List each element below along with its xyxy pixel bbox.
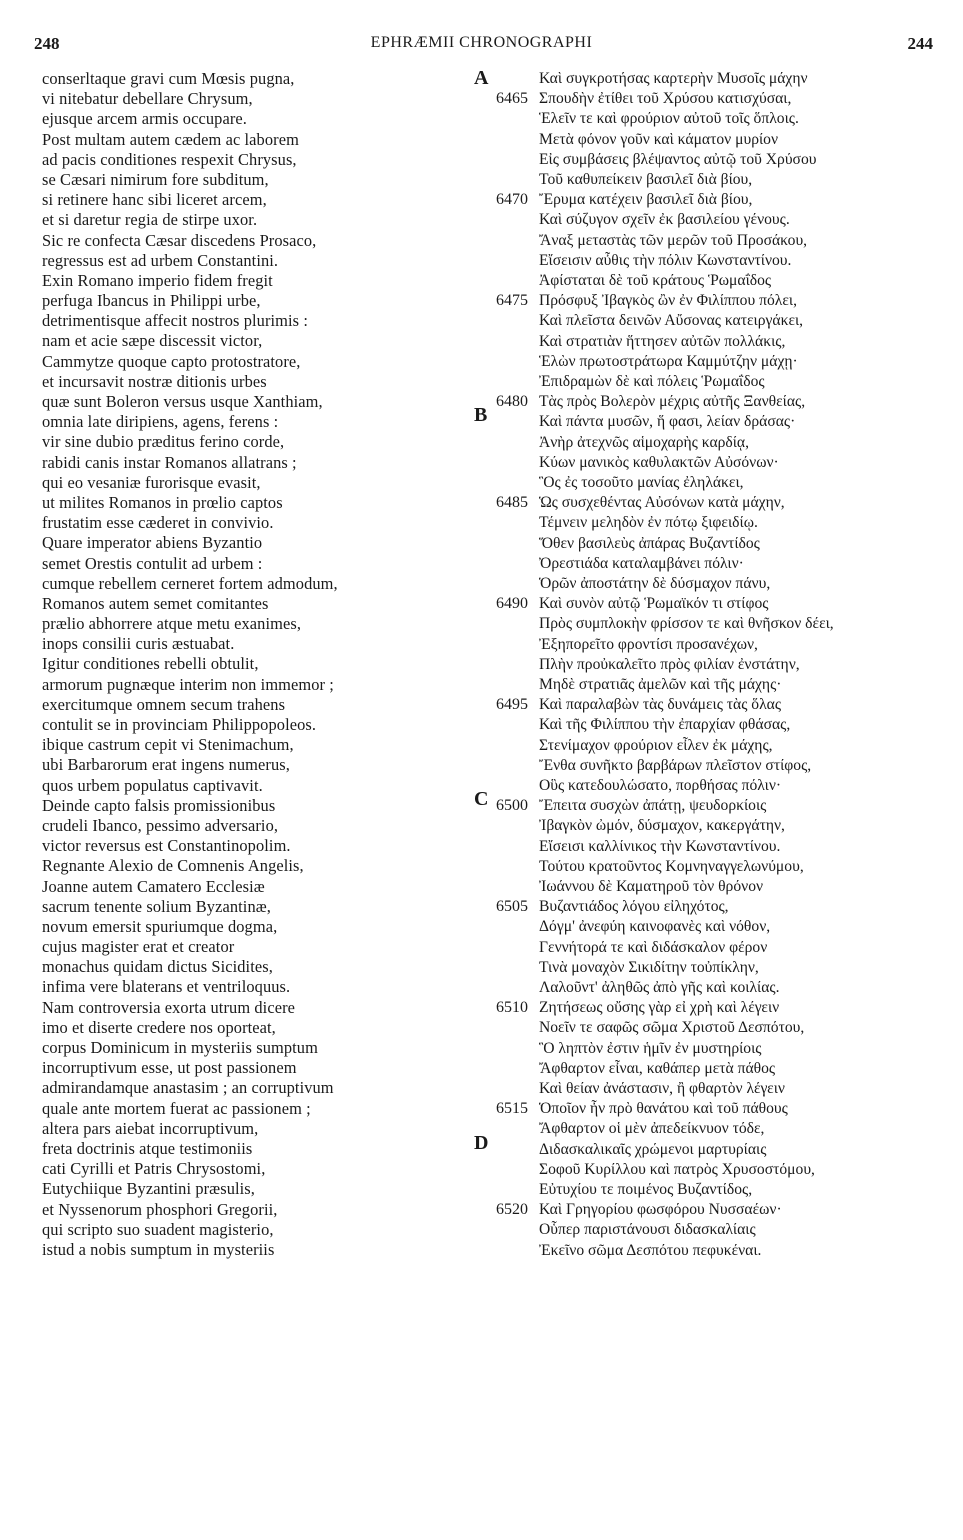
- greek-verse-line: [0, 210, 963, 230]
- latin-line: crudeli Ibanco, pessimo adversario,: [42, 815, 279, 835]
- greek-verse-text: Σπουδὴν ἐτίθει τοῦ Χρύσου κατισχύσαι,: [539, 90, 792, 108]
- latin-line: inops consilii curis æstuabat.: [42, 634, 235, 654]
- greek-verse-line: [0, 109, 963, 129]
- section-marker: D: [474, 1131, 489, 1154]
- greek-verse-text: Βυζαντιάδος λόγου εἰληχότος,: [539, 898, 729, 916]
- greek-verse-line: [0, 574, 963, 594]
- verse-number: 6510: [496, 999, 528, 1017]
- greek-verse-text: Ὀρεστιάδα καταλαμβάνει πόλιν·: [539, 554, 744, 572]
- latin-line: altera pars aiebat incorruptivum,: [42, 1118, 259, 1138]
- greek-verse-text: Καὶ πλεῖστα δεινῶν Αὔσονας κατειργάκει,: [539, 312, 804, 330]
- greek-verse-line: [0, 433, 963, 453]
- greek-verse-text: Ὁποῖον ἦν πρὸ θανάτου καὶ τοῦ πάθους: [539, 1100, 788, 1118]
- greek-verse-line: [0, 897, 963, 917]
- greek-verse-text: Ἐκεῖνο σῶμα Δεσπότου πεφυκέναι.: [539, 1241, 762, 1259]
- latin-line: incorruptivum esse, ut post passionem: [42, 1058, 297, 1078]
- greek-verse-text: Καὶ τῆς Φιλίππου τὴν ἐπαρχίαν φθάσας,: [539, 716, 791, 734]
- greek-verse-text: Πρὸς συμπλοκὴν φρίσσον τε καὶ θνῆσκον δέει,: [539, 615, 834, 633]
- greek-verse-text: Καὶ παραλαβὼν τὰς δυνάμεις τὰς ὅλας: [539, 696, 782, 714]
- latin-line: ad pacis conditiones respexit Chrysus,: [42, 149, 297, 169]
- greek-verse-text: Καὶ στρατιὰν ἥττησεν αὐτῶν πολλάκις,: [539, 332, 786, 350]
- greek-verse-text: Εἴσεισιν αὖθις τὴν πόλιν Κωνσταντίνου.: [539, 251, 792, 269]
- greek-verse-text: Κύων μανικὸς καθυλακτῶν Αὐσόνων·: [539, 453, 779, 471]
- latin-line: vir sine dubio præditus ferino corde,: [42, 432, 285, 452]
- greek-verse-text: Τούτου κρατοῦντος Κομνηναγγελωνύμου,: [539, 857, 804, 875]
- greek-verse-text: Οὓς κατεδουλώσατο, πορθήσας πόλιν·: [539, 777, 782, 794]
- greek-verse-text: Πλὴν προὐκαλεῖτο πρὸς φιλίαν ἐνστάτην,: [539, 655, 800, 673]
- latin-line: cumque rebellem cerneret fortem admodum,: [42, 573, 338, 593]
- greek-verse-line: [0, 736, 963, 756]
- greek-verse-line: [0, 978, 963, 998]
- verse-number: 6500: [496, 797, 528, 815]
- latin-line: perfuga Ibancus in Philippi urbe,: [42, 291, 261, 311]
- greek-verse-line: [0, 1160, 963, 1180]
- greek-verse-line: [0, 594, 963, 614]
- verse-number: 6475: [496, 292, 528, 310]
- greek-verse-text: Νοεῖν τε σαφῶς σῶμα Χριστοῦ Δεσπότου,: [539, 1019, 805, 1037]
- latin-line: ubi Barbarorum erat ingens numerus,: [42, 755, 290, 775]
- latin-line: vi nitebatur debellare Chrysum,: [42, 89, 253, 109]
- page-number-right: 244: [907, 34, 933, 53]
- latin-line: corpus Dominicum in mysteriis sumptum: [42, 1038, 318, 1057]
- latin-line: detrimentisque affecit nostros plurimis :: [42, 311, 308, 331]
- latin-line: Sic re confecta Cæsar discedens Prosaco,: [42, 230, 317, 250]
- greek-verse-text: Ἐπιδραμὼν δὲ καὶ πόλεις Ῥωμαΐδος: [539, 373, 765, 390]
- greek-verse-text: Τέμνειν μεληδὸν ἐν πότῳ ξιφειδίῳ.: [539, 514, 758, 532]
- latin-line: prælio abhorrere atque metu exanimes,: [42, 614, 302, 634]
- verse-number: 6515: [496, 1100, 528, 1118]
- greek-verse-text: Ἐξηπορεῖτο φροντίσι προσανέχων,: [539, 635, 758, 653]
- greek-verse-text: Τοῦ καθυπείκειν βασιλεῖ διὰ βίου,: [539, 171, 753, 188]
- latin-line: Cammytze quoque capto protostratore,: [42, 351, 301, 371]
- greek-verse-line: [0, 1099, 963, 1119]
- greek-verse-line: [0, 352, 963, 372]
- page-number-left: 248: [34, 34, 60, 53]
- greek-verse-line: [0, 1018, 963, 1038]
- greek-verse-column: [0, 69, 963, 1489]
- latin-line: regressus est ad urbem Constantini.: [42, 250, 279, 270]
- greek-verse-text: Ἑλὼν πρωτοστράτωρα Καμμύτζην μάχῃ·: [539, 352, 798, 370]
- verse-number: 6470: [496, 191, 528, 209]
- greek-verse-line: [0, 130, 963, 150]
- greek-verse-line: [0, 311, 963, 331]
- greek-verse-line: [0, 998, 963, 1018]
- greek-verse-line: [0, 715, 963, 735]
- latin-line: sacrum tenente solium Byzantinæ,: [42, 896, 271, 916]
- running-title: EPHRÆMII CHRONOGRAPHI: [370, 34, 593, 51]
- latin-line: rabidi canis instar Romanos allatrans ;: [42, 452, 297, 472]
- latin-line: nam et acie sæpe discessit victor,: [42, 331, 263, 351]
- greek-verse-line: [0, 1079, 963, 1099]
- greek-verse-text: Ἄφθαρτον εἶναι, καθάπερ μετὰ πάθος: [539, 1059, 776, 1077]
- running-header: [0, 34, 963, 58]
- latin-line: ejusque arcem armis occupare.: [42, 109, 247, 129]
- greek-verse-line: [0, 291, 963, 311]
- section-marker: B: [474, 404, 488, 427]
- greek-verse-line: [0, 837, 963, 857]
- greek-verse-text: Διδασκαλικαῖς χρώμενοι μαρτυρίαις: [539, 1140, 767, 1158]
- latin-line: conserltaque gravi cum Mœsis pugna,: [42, 69, 295, 88]
- latin-line: quale ante mortem fuerat ac passionem ;: [42, 1098, 311, 1118]
- latin-line: armorum pugnæque interim non immemor ;: [42, 674, 334, 694]
- greek-verse-text: Τὰς πρὸς Βολερὸν μέχρις αὐτῆς Ξανθείας,: [539, 393, 806, 411]
- greek-verse-text: Ἰωάννου δὲ Καματηροῦ τὸν θρόνον: [539, 878, 764, 895]
- greek-verse-text: Μηδὲ στρατιᾶς ἀμελῶν καὶ τῆς μάχης·: [539, 676, 782, 693]
- greek-verse-text: Καὶ σύζυγον σχεῖν ἐκ βασιλείου γένους.: [539, 211, 790, 229]
- latin-line: Regnante Alexio de Comnenis Angelis,: [42, 856, 304, 876]
- verse-number: 6480: [496, 393, 528, 411]
- verse-number: 6495: [496, 696, 528, 714]
- latin-line: ut milites Romanos in prœlio captos: [42, 492, 283, 512]
- greek-verse-text: Καὶ θείαν ἀνάστασιν, ἢ φθαρτὸν λέγειν: [539, 1080, 785, 1097]
- latin-line: semet Orestis contulit ad urbem :: [42, 553, 263, 573]
- greek-verse-line: [0, 1059, 963, 1079]
- greek-verse-line: [0, 1180, 963, 1200]
- latin-line: qui scripto suo suadent magisterio,: [42, 1219, 274, 1239]
- latin-line: et incursavit nostræ ditionis urbes: [42, 371, 267, 391]
- greek-verse-line: [0, 877, 963, 897]
- greek-verse-line: [0, 251, 963, 271]
- greek-verse-text: Ἰβαγκὸν ὠμόν, δύσμαχον, κακεργάτην,: [539, 817, 785, 835]
- greek-verse-text: Καὶ πάντα μυσῶν, ἥ φασι, λείαν δράσας·: [539, 413, 796, 431]
- greek-verse-text: Ἑλεῖν τε καὶ φρούριον αὐτοῦ τοῖς ὅπλοις.: [539, 110, 799, 128]
- greek-verse-text: Ἄναξ μεταστὰς τῶν μερῶν τοῦ Προσάκου,: [539, 231, 808, 249]
- greek-verse-text: Πρόσφυξ Ἰβαγκὸς ὢν ἐν Φιλίππου πόλει,: [539, 292, 797, 310]
- greek-verse-text: Ὡς συσχεθέντας Αὐσόνων κατὰ μάχην,: [539, 494, 785, 512]
- greek-verse-text: Σοφοῦ Κυρίλλου καὶ πατρὸς Χρυσοστόμου,: [539, 1160, 815, 1178]
- greek-verse-line: [0, 89, 963, 109]
- greek-verse-line: [0, 473, 963, 493]
- greek-verse-line: [0, 271, 963, 291]
- greek-verse-line: [0, 493, 963, 513]
- latin-line: et si daretur regia de stirpe uxor.: [42, 210, 258, 230]
- verse-number: 6485: [496, 494, 528, 512]
- greek-verse-text: Ζητήσεως οὔσης γὰρ εἰ χρὴ καὶ λέγειν: [539, 999, 780, 1017]
- latin-line: quæ sunt Boleron versus usque Xanthiam,: [42, 392, 323, 411]
- section-marker: C: [474, 788, 489, 811]
- greek-verse-text: Εὐτυχίου τε ποιμένος Βυζαντίδος,: [539, 1181, 753, 1198]
- greek-verse-line: [0, 756, 963, 776]
- greek-verse-line: [0, 231, 963, 251]
- greek-verse-line: [0, 554, 963, 574]
- greek-verse-line: [0, 170, 963, 190]
- greek-verse-text: Ἔνθα συνῆκτο βαρβάρων πλεῖστον στίφος,: [539, 756, 812, 774]
- greek-verse-text: Εἴσεισι καλλίνικος τὴν Κωνσταντίνου.: [539, 837, 781, 855]
- greek-verse-line: [0, 150, 963, 170]
- latin-line: frustatim esse cæderet in convivio.: [42, 513, 274, 533]
- greek-verse-text: Ἄφθαρτον οἱ μὲν ἀπεδείκνυον τόδε,: [539, 1120, 765, 1138]
- greek-verse-line: [0, 675, 963, 695]
- greek-verse-line: [0, 1039, 963, 1059]
- greek-verse-line: [0, 190, 963, 210]
- latin-line: contulit se in provinciam Philippopoleos.: [42, 715, 317, 734]
- greek-verse-line: [0, 1220, 963, 1240]
- latin-line: victor reversus est Constantinopolim.: [42, 836, 291, 856]
- greek-verse-text: Ὅθεν βασιλεὺς ἀπάρας Βυζαντίδος: [539, 534, 760, 552]
- greek-verse-text: Τινὰ μοναχὸν Σικιδίτην τοὐπίκλην,: [539, 958, 759, 976]
- latin-line: omnia late diripiens, agens, ferens :: [42, 412, 279, 432]
- greek-verse-text: Ἀφίσταται δὲ τοῦ κράτους Ῥωμαΐδος: [539, 272, 772, 289]
- latin-line: ibique castrum cepit vi Stenimachum,: [42, 735, 294, 755]
- greek-verse-line: [0, 695, 963, 715]
- greek-verse-line: [0, 857, 963, 877]
- verse-number: 6505: [496, 898, 528, 916]
- latin-line: Romanos autem semet comitantes: [42, 593, 269, 613]
- latin-line: quos urbem populatus captivavit.: [42, 775, 263, 795]
- greek-verse-line: [0, 655, 963, 675]
- greek-verse-text: Ἔρυμα κατέχειν βασιλεῖ διὰ βίου,: [539, 191, 753, 209]
- greek-verse-line: [0, 614, 963, 634]
- greek-verse-text: Ὁρῶν ἀποστάτην δὲ δύσμαχον πάνυ,: [539, 575, 771, 592]
- greek-verse-text: Γεννήτορά τε καὶ διδάσκαλον φέρον: [539, 938, 768, 956]
- greek-verse-line: [0, 1200, 963, 1220]
- verse-number: 6490: [496, 595, 528, 613]
- greek-verse-line: [0, 513, 963, 533]
- latin-line: et Nyssenorum phosphori Gregorii,: [42, 1199, 278, 1219]
- latin-line: Deinde capto falsis promissionibus: [42, 795, 276, 815]
- latin-line: cujus magister erat et creator: [42, 937, 235, 957]
- latin-line: freta doctrinis atque testimoniis: [42, 1138, 253, 1158]
- latin-line: exercitumque omnem secum trahens: [42, 694, 286, 714]
- latin-line: istud a nobis sumptum in mysteriis: [42, 1239, 275, 1259]
- greek-verse-text: Λαλοῦντ' ἀληθῶς ἀπὸ γῆς καὶ κοιλίας.: [539, 979, 780, 996]
- greek-verse-text: Δόγμ' ἀνεφύη καινοφανὲς καὶ νόθον,: [539, 918, 771, 936]
- greek-verse-text: Καὶ Γρηγορίου φωσφόρου Νυσσαέων·: [539, 1201, 782, 1219]
- greek-verse-text: Ἀνὴρ ἀτεχνῶς αἱμοχαρὴς καρδίᾳ,: [539, 433, 750, 451]
- latin-line: qui eo vesaniæ furorisque evasit,: [42, 472, 261, 492]
- greek-verse-text: Οὗπερ παριστάνουσι διδασκαλίαις: [539, 1221, 756, 1239]
- greek-verse-line: [0, 372, 963, 392]
- latin-line: admirandamque anastasim ; an corruptivum: [42, 1078, 334, 1098]
- latin-line: Post multam autem cædem ac laborem: [42, 129, 299, 149]
- greek-verse-text: Στενίμαχον φρούριον εἶλεν ἐκ μάχης,: [539, 736, 773, 754]
- latin-line: monachus quidam dictus Sicidites,: [42, 957, 273, 977]
- latin-line: Quare imperator abiens Byzantio: [42, 533, 263, 553]
- greek-verse-text: Ὃς ἐς τοσοῦτο μανίας ἐληλάκει,: [539, 474, 744, 491]
- latin-line: Exin Romano imperio fidem fregit: [42, 270, 273, 290]
- latin-line: Joanne autem Camatero Ecclesiæ: [42, 876, 265, 896]
- latin-line: si retinere hanc sibi liceret arcem,: [42, 190, 267, 210]
- latin-line: Eutychiique Byzantini præsulis,: [42, 1179, 255, 1199]
- latin-line: novum emersit spuriumque dogma,: [42, 916, 278, 936]
- greek-verse-line: [0, 534, 963, 554]
- greek-verse-line: [0, 453, 963, 473]
- greek-verse-line: [0, 1241, 963, 1261]
- latin-line: infima vere blaterans et ventriloquus.: [42, 977, 291, 997]
- greek-verse-line: [0, 816, 963, 836]
- greek-verse-text: Ἔπειτα συσχὼν ἀπάτῃ, ψευδορκίοις: [539, 797, 767, 815]
- latin-line: cati Cyrilli et Patris Chrysostomi,: [42, 1159, 266, 1179]
- greek-verse-line: [0, 958, 963, 978]
- greek-verse-text: Καὶ συνὸν αὐτῷ Ῥωμαϊκόν τι στίφος: [539, 595, 769, 613]
- latin-line: Nam controversia exorta utrum dicere: [42, 997, 295, 1017]
- greek-verse-line: [0, 917, 963, 937]
- verse-number: 6520: [496, 1201, 528, 1219]
- latin-line: imo et diserte credere nos oporteat,: [42, 1017, 276, 1037]
- latin-line: Igitur conditiones rebelli obtulit,: [42, 654, 259, 674]
- greek-verse-text: Καὶ συγκροτήσας καρτερὴν Μυσοῖς μάχην: [539, 70, 808, 87]
- greek-verse-line: [0, 332, 963, 352]
- greek-verse-text: Ὃ ληπτὸν ἐστιν ἡμῖν ἐν μυστηρίοις: [539, 1039, 762, 1057]
- latin-line: se Cæsari nimirum fore subditum,: [42, 169, 269, 189]
- greek-verse-text: Μετὰ φόνον γοῦν καὶ κάματον μυρίον: [539, 130, 779, 148]
- verse-number: 6465: [496, 90, 528, 108]
- greek-verse-line: [0, 635, 963, 655]
- greek-verse-text: Εἰς συμβάσεις βλέψαντος αὐτῷ τοῦ Χρύσου: [539, 150, 817, 168]
- greek-verse-line: [0, 938, 963, 958]
- section-marker: A: [474, 67, 489, 89]
